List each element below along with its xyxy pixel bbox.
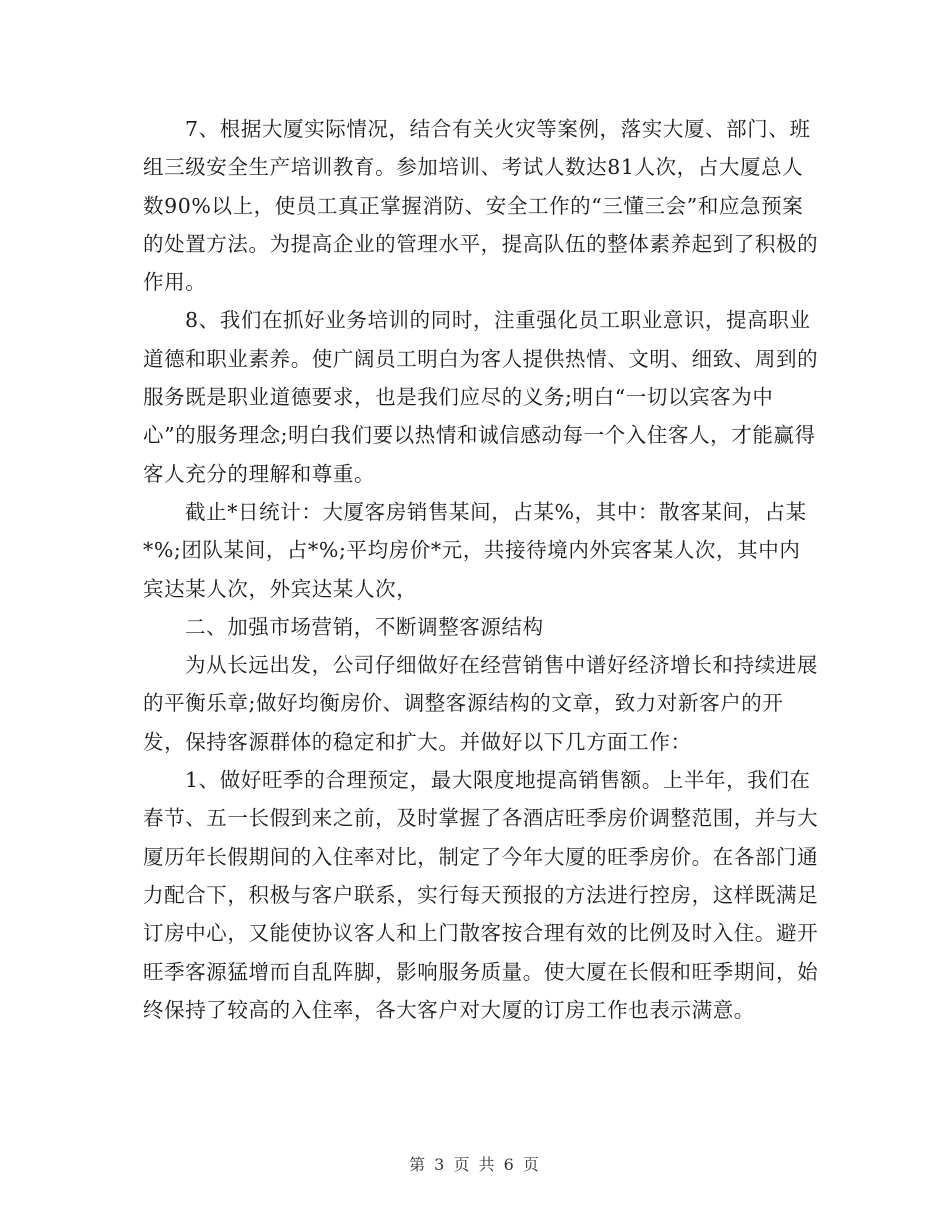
paragraph-professional-ethics: 8、我们在抓好业务培训的同时，注重强化员工职业意识，提高职业道德和职业素养。使广阔员工明白为客人提供热情、文明、细致、周到的服务既是职业道德要求，也是我们应尽的义务;明白“一切以宾客为中心”的服务理念;明白我们要以热情和诚信感动每一个入住客人，才能赢得客人充分的理解和尊重。: [143, 308, 819, 486]
paragraph-safety-training: 7、根据大厦实际情况，结合有关火灾等案例，落实大厦、部门、班组三级安全生产培训教育。参加培训、考试人数达81人次，占大厦总人数90%以上，使员工真正掌握消防、安全工作的“三懂三会”和应急预案的处置方法。为提高企业的管理水平，提高队伍的整体素养起到了积极的作用。: [143, 117, 819, 295]
document-body: [143, 110, 819, 1029]
paragraph-statistics: 截止*日统计：大厦客房销售某间，占某%，其中：散客某间，占某*%;团队某间，占*%;平均房价*元，共接待境内外宾客某人次，其中内宾达某人次，外宾达某人次，: [143, 499, 807, 601]
section-heading-marketing: 二、加强市场营销，不断调整客源结构: [185, 614, 544, 639]
paragraph-peak-season: 1、做好旺季的合理预定，最大限度地提高销售额。上半年，我们在春节、五一长假到来之前，及时掌握了各酒店旺季房价调整范围，并与大厦历年长假期间的入住率对比，制定了今年大厦的旺季房价。在各部门通力配合下，积极与客户联系，实行每天预报的方法进行控房，这样既满足订房中心，又能使协议客人和上门散客按合理有效的比例及时入住。避开旺季客源猛增而自乱阵脚，影响服务质量。使大厦在长假和旺季期间，始终保持了较高的入住率，各大客户对大厦的订房工作也表示满意。: [143, 768, 819, 1022]
page-number-footer: 第 3 页 共 6 页: [409, 1155, 541, 1174]
paragraph-marketing-intro: 为从长远出发，公司仔细做好在经营销售中谱好经济增长和持续进展的平衡乐章;做好均衡房价、调整客源结构的文章，致力对新客户的开发，保持客源群体的稳定和扩大。并做好以下几方面工作：: [143, 653, 818, 754]
